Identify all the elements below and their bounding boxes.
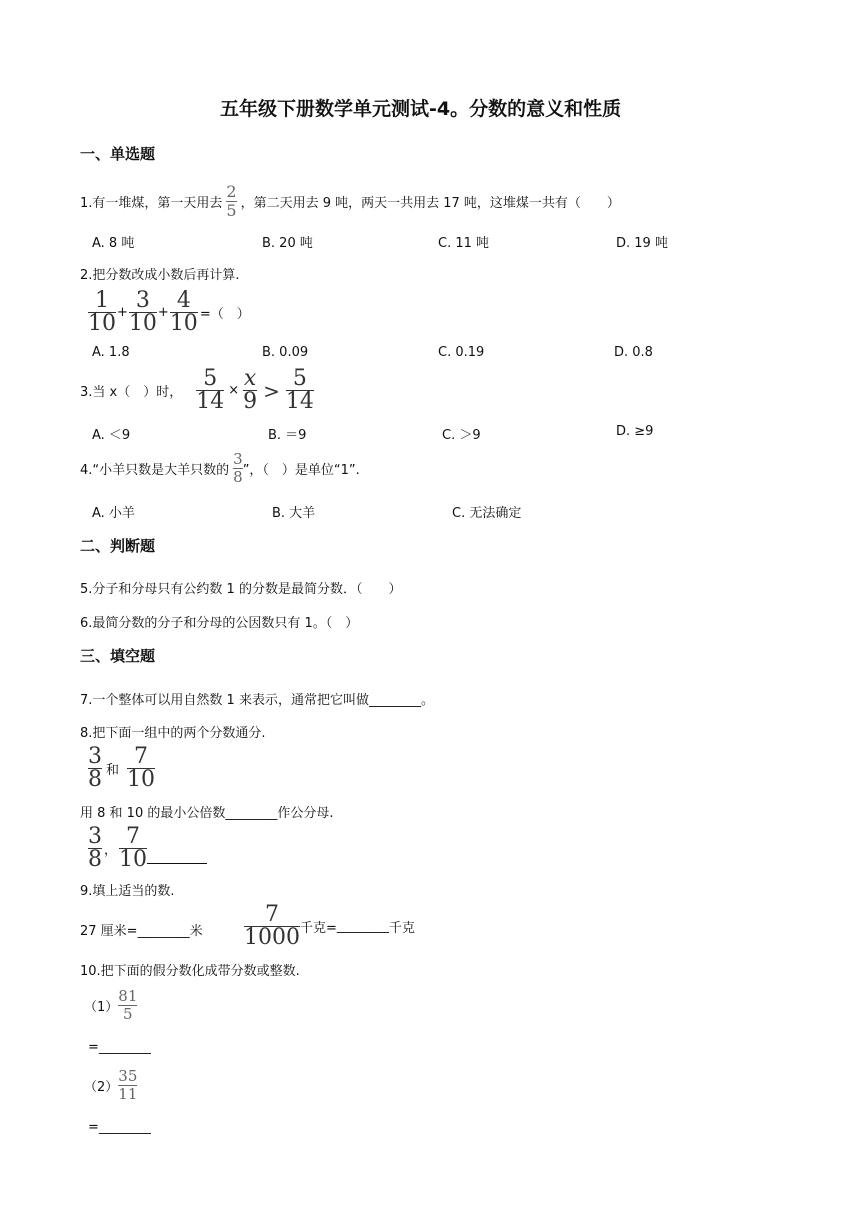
question-4 <box>80 452 360 485</box>
fraction-numerator: 7 <box>134 744 149 769</box>
fraction-denominator: 10 <box>88 311 116 336</box>
q1-option-c[interactable]: C. 11 吨 <box>438 236 490 251</box>
q9-part2-blank[interactable]: ________ <box>336 919 389 934</box>
fraction-five-fourteenths <box>196 368 224 413</box>
q9-part1-prefix: 27 厘米= <box>80 924 138 939</box>
fraction-denominator: 9 <box>243 389 258 414</box>
fraction-numerator: 5 <box>203 366 218 391</box>
question-9: 9.填上适当的数. <box>80 884 175 899</box>
q8-answer-row <box>88 826 207 871</box>
q1-option-a[interactable]: A. 8 吨 <box>92 236 135 251</box>
q4-option-b[interactable]: B. 大羊 <box>272 506 316 521</box>
q10-part2-label: （2） <box>84 1080 119 1095</box>
fraction-numerator: 81 <box>118 987 138 1005</box>
question-10: 10.把下面的假分数化成带分数或整数. <box>80 964 300 979</box>
fraction-denominator: 11 <box>118 1085 138 1103</box>
q8-lcm-line <box>80 802 333 821</box>
q10-part-2 <box>84 1069 137 1102</box>
fraction-denominator: 14 <box>285 389 314 414</box>
fraction-one-tenth <box>88 290 116 335</box>
fraction-numerator: 1 <box>95 288 109 313</box>
question-4-prefix: 4.“小羊只数是大羊只数的 <box>80 463 230 478</box>
q2-option-c[interactable]: C. 0.19 <box>438 345 485 360</box>
fraction-seven-thousandths <box>244 904 300 949</box>
section-heading-single-choice: 一、单选题 <box>80 145 156 163</box>
q7-answer-blank[interactable]: ________ <box>368 693 421 708</box>
q10-part-1 <box>84 989 137 1022</box>
q2-option-a[interactable]: A. 1.8 <box>92 345 130 360</box>
question-1 <box>80 184 620 219</box>
question-5: 5.分子和分母只有公约数 1 的分数是最简分数．（ ） <box>80 582 402 597</box>
question-7 <box>80 689 434 708</box>
fraction-numerator: 4 <box>176 288 191 313</box>
fraction-numerator: 3 <box>88 744 102 769</box>
fraction-seven-tenths <box>127 746 155 791</box>
fraction-three-eighths <box>88 746 102 791</box>
q9-part1-unit: 米 <box>189 924 203 939</box>
q8-fraction-pair <box>88 746 155 791</box>
fraction-numerator: 3 <box>88 824 102 849</box>
question-2: 2.把分数改成小数后再计算. <box>80 268 240 283</box>
q10-part2-answer[interactable]: =________ <box>88 1120 151 1135</box>
plus-sign: + <box>117 305 128 320</box>
fraction-numerator: 3 <box>233 450 243 468</box>
fraction-denominator: 14 <box>196 389 225 414</box>
fraction-numerator: 35 <box>118 1067 138 1085</box>
q4-option-a[interactable]: A. 小羊 <box>92 506 135 521</box>
question-1-prefix: 1.有一堆煤，第一天用去 <box>80 196 223 211</box>
q9-part-2 <box>244 904 415 949</box>
fraction-numerator: x <box>243 366 257 391</box>
q2-option-d[interactable]: D. 0.8 <box>614 345 653 360</box>
q2-option-b[interactable]: B. 0.09 <box>262 345 309 360</box>
fraction-five-fourteenths-right <box>286 368 314 413</box>
q10-part1-label: （1） <box>84 1000 119 1015</box>
fraction-numerator: 7 <box>126 824 141 849</box>
fraction-three-eighths <box>233 452 243 485</box>
fraction-seven-tenths-answer <box>119 826 147 871</box>
section-heading-fill-in: 三、填空题 <box>80 647 156 665</box>
question-1-suffix: ，第二天用去 9 吨，两天一共用去 17 吨，这堆煤一共有（ ） <box>240 196 620 211</box>
comma: ， <box>104 843 118 858</box>
fraction-denominator: 1000 <box>244 925 300 950</box>
times-sign: × <box>228 383 240 398</box>
fraction-denominator: 10 <box>128 311 157 336</box>
q10-part1-answer[interactable]: =________ <box>88 1040 151 1055</box>
question-7-text: 7.一个整体可以用自然数 1 来表示，通常把它叫做 <box>80 693 369 708</box>
q3-option-b[interactable]: B. ＝9 <box>268 428 307 443</box>
q4-option-c[interactable]: C. 无法确定 <box>452 506 522 521</box>
fraction-numerator: 7 <box>265 902 279 927</box>
page-title: 五年级下册数学单元测试-4。分数的意义和性质 <box>220 98 622 120</box>
q2-expression <box>88 290 250 335</box>
question-6: 6.最简分数的分子和分母的公因数只有 1。（ ） <box>80 616 359 631</box>
question-3 <box>80 368 314 413</box>
fraction-four-tenths <box>170 290 198 335</box>
q1-option-d[interactable]: D. 19 吨 <box>616 236 668 251</box>
q9-part-1 <box>80 920 203 939</box>
q3-option-d[interactable]: D. ≥9 <box>616 424 654 439</box>
fraction-three-eighths-answer <box>88 826 102 871</box>
fraction-denominator: 8 <box>233 468 243 486</box>
equals-paren: =（ ） <box>199 307 250 322</box>
fraction-thirty-five-elevenths <box>118 1069 137 1102</box>
fraction-denominator: 10 <box>169 311 198 336</box>
fraction-numerator: 3 <box>135 288 150 313</box>
fraction-eighty-one-fifths <box>118 989 137 1022</box>
fraction-numerator: 5 <box>292 366 307 391</box>
section-heading-true-false: 二、判断题 <box>80 537 156 555</box>
fraction-denominator: 5 <box>123 1005 133 1023</box>
question-4-suffix: ”，（ ）是单位“1”. <box>242 463 360 478</box>
q8-lcm-blank[interactable]: ________ <box>225 806 278 821</box>
q3-option-c[interactable]: C. ＞9 <box>442 428 481 443</box>
fraction-numerator: 2 <box>226 182 237 201</box>
q8-answer-blank[interactable] <box>147 833 207 864</box>
fraction-denominator: 10 <box>127 767 156 792</box>
q8-lcm-prefix: 用 8 和 10 的最小公倍数 <box>80 806 226 821</box>
question-3-prefix: 3.当 x（ ）时， <box>80 385 183 400</box>
q9-part2-unit: 千克 <box>388 921 415 936</box>
fraction-denominator: 8 <box>88 767 102 792</box>
fraction-denominator: 5 <box>226 201 237 220</box>
q9-part2-mid: 千克= <box>300 921 337 936</box>
q8-lcm-suffix: 作公分母. <box>277 806 334 821</box>
question-7-end: 。 <box>420 693 434 708</box>
and-word: 和 <box>106 763 120 778</box>
fraction-denominator: 8 <box>88 847 102 872</box>
q1-option-b[interactable]: B. 20 吨 <box>262 236 313 251</box>
fraction-two-fifths <box>226 184 236 219</box>
q3-option-a[interactable]: A. ＜9 <box>92 428 131 443</box>
greater-than-sign: > <box>263 378 280 403</box>
fraction-x-ninths <box>243 368 257 413</box>
fraction-denominator: 10 <box>119 847 148 872</box>
question-8: 8.把下面一组中的两个分数通分. <box>80 726 266 741</box>
q9-part1-blank[interactable]: ________ <box>137 924 190 939</box>
plus-sign: + <box>157 305 169 320</box>
fraction-three-tenths <box>129 290 157 335</box>
